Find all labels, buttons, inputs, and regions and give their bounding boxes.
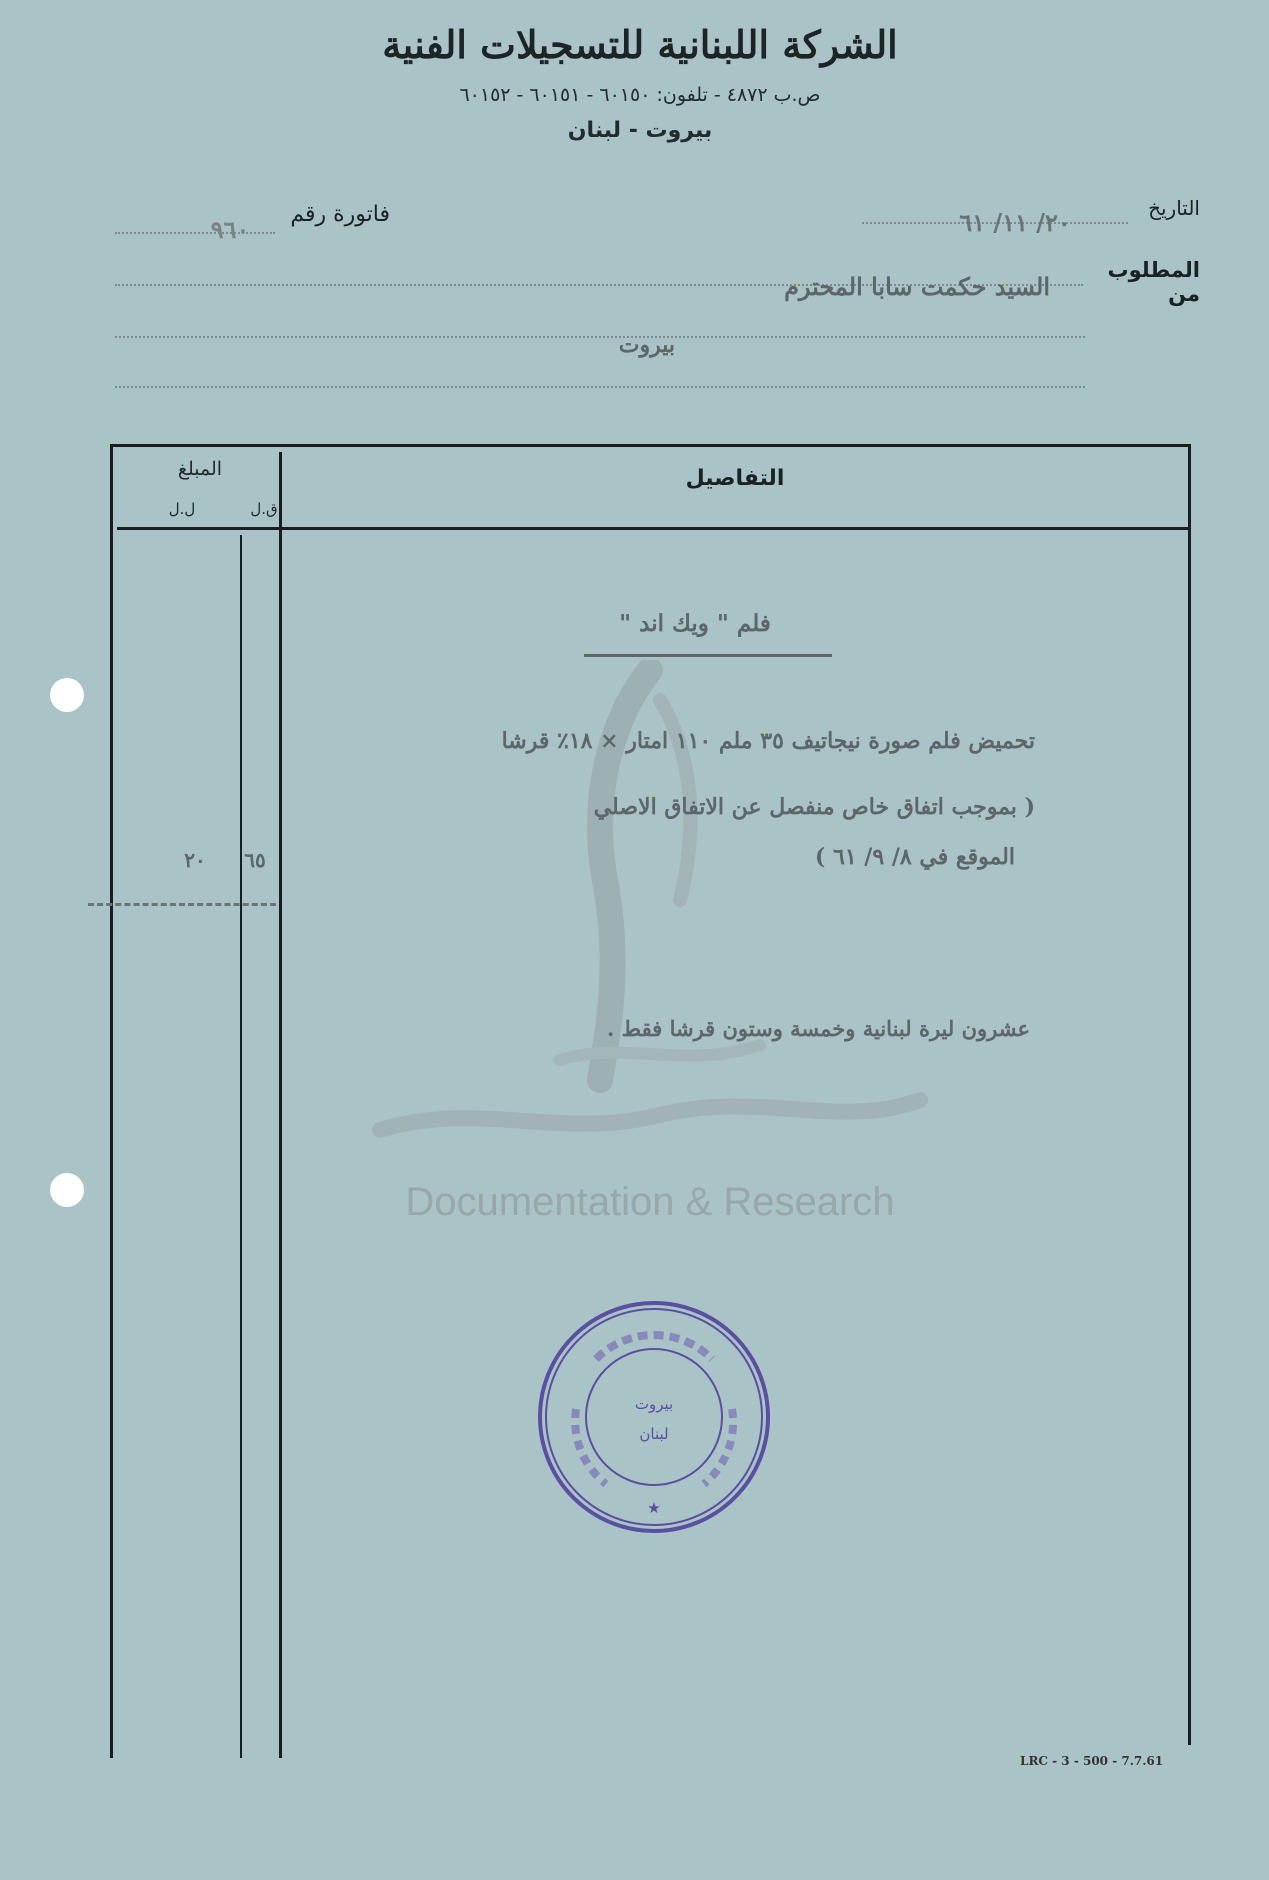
date-value: ٢٠/ ١١/ ٦١ [959,208,1071,237]
watermark-text: Documentation & Research [405,1180,895,1224]
film-title: فلم " ويك اند " [619,610,771,637]
table-right-border [1188,445,1191,1745]
total-in-words: عشرون ليرة لبنانية وخمسة وستون قرشا فقط . [607,1016,1030,1041]
svg-text:★: ★ [647,1499,661,1517]
total-dashed-line [88,903,276,906]
table-top-border [110,444,1191,447]
amount-header: المبلغ [177,458,223,480]
company-stamp [536,1299,772,1535]
amount-subcolumn-divider [240,535,242,1758]
print-code: LRC - 3 - 500 - 7.7.61 [1020,1754,1164,1768]
billed-to-city: بيروت [618,332,675,358]
table-left-border [110,445,113,1758]
punch-hole-bottom [50,1173,84,1207]
piastre-label: ق.ل [250,500,278,518]
detail-line-3: الموقع في ٨/ ٩/ ٦١ ) [814,844,1015,870]
invoice-label: فاتورة رقم [290,202,390,227]
billed-to-name: السيد حكمت سابا المحترم [784,272,1050,301]
film-title-underline [584,654,832,657]
punch-hole-top [50,678,84,712]
detail-line-1: تحميض فلم صورة نيجاتيف ٣٥ ملم ١١٠ امتار × ١٨٪ قرشا [501,728,1035,754]
stamp-center-line-2: لبنان [639,1425,669,1443]
stamp-center-line-1: بيروت [634,1395,674,1413]
company-city: بيروت - لبنان [567,118,713,143]
company-contact: ص.ب ٤٨٧٢ - تلفون: ٦٠١٥٠ - ٦٠١٥١ - ٦٠١٥٢ [459,84,821,106]
amount-lira: ٢٠ [184,848,206,872]
detail-line-2: ( بموجب اتفاق خاص منفصل عن الاتفاق الاصلي [593,794,1035,820]
table-column-divider [279,452,282,1758]
amount-piastre: ٦٥ [244,848,266,872]
details-header: التفاصيل [685,466,785,491]
billed-to-dotline-3 [115,386,1085,388]
lira-label: ل.ل [168,500,196,518]
billed-to-label: المطلوب من [1107,258,1200,306]
company-name: الشركة اللبنانية للتسجيلات الفنية [382,22,898,67]
date-label: التاريخ [1148,196,1200,220]
invoice-number: ٩٦٠ [210,215,250,244]
